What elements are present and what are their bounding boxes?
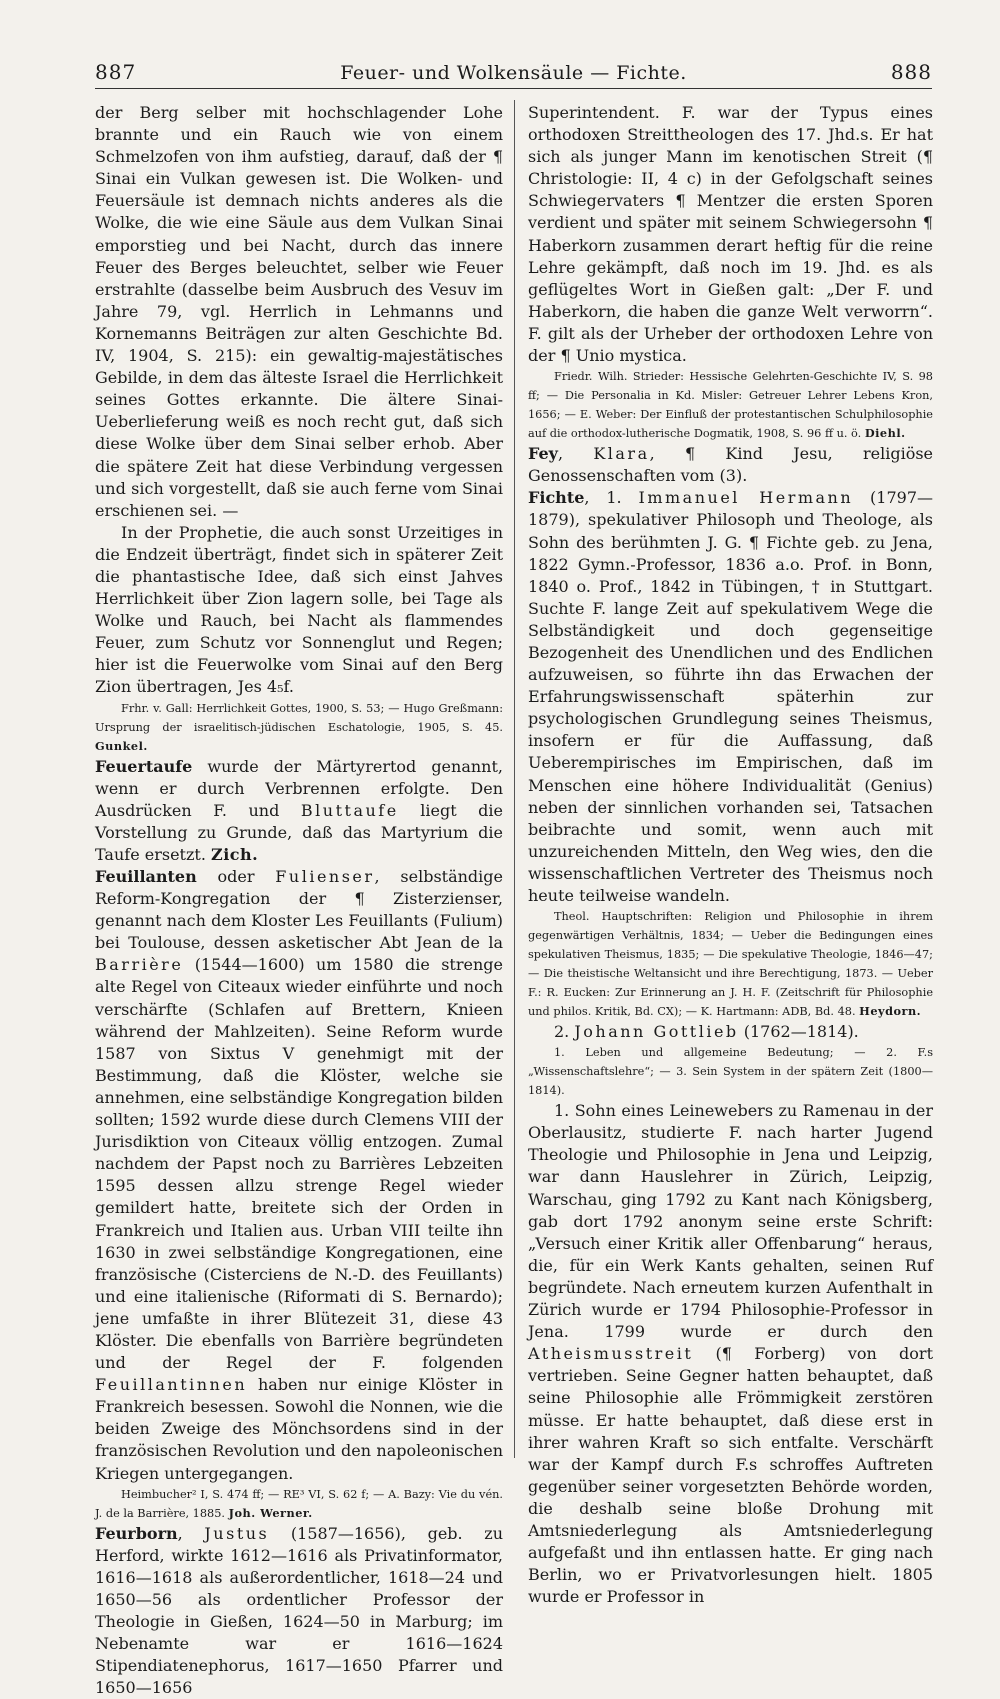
paragraph: Superintendent. F. war der Typus eines orthodoxen Streittheologen des 17. Jhd.s. Er hat sich als junger Mann im kenotischen Streit (¶ Christologie: II, 4 c) in der Gefolgschaft seines Schwiegervaters ¶ Mentzer die ersten Sporen verdient und später mit seinem Schwiegersohn ¶ Haberkorn zusammen derart heftig für die reine Lehre gekämpft, daß noch im 19. Jhd. es als geflügeltes Wort in Gießen galt: „Der F. und Haberkorn, die haben die ganze Welt verworrn“. F. gilt als der Urheber der orthodoxen Lehre von der ¶ Unio mystica. — [528, 103, 933, 366]
author-signature: Zich. — [211, 844, 259, 864]
headword: Feuillanten — [95, 867, 197, 886]
headword: Fichte — [528, 488, 585, 508]
left-column — [95, 102, 504, 1698]
bibliography: Frhr. v. Gall: Herrlichkeit Gottes, 1900, S. 53; — Hugo Greßmann: Ursprung der israelitisch-jüdischen Eschatologie, 1905, S. 45. Gunkel. — [95, 701, 503, 753]
entry-fey: Fey, Klara, ¶ Kind Jesu, religiöse Genossenschaften vom (3). — [528, 444, 934, 486]
paragraph: 1. Sohn eines Leinewebers zu Ramenau in der Oberlausitz, studierte F. nach harter Jugend Theologie und Philosophie in Jena und Leipzig, war dann Hauslehrer in Zürich, Leipzig, Warschau, ging 1792 zu Kant nach Königsberg, gab dort 1792 anonym seine erste Schrift: „Versuch einer Kritik aller Offenbarung“ heraus, die, für ein Werk Kants gehalten, seinen Ruf begründete. Nach erneutem kurzen Aufenthalt in Zürich wurde er 1794 Philosophie-Professor in Jena. 1799 wurde er durch den Atheismusstreit (¶ Forberg) von dort vertrieben. Seine Gegner hatten behauptet, daß seine Philosophie alle Frömmigkeit zerstören müsse. Er hatte behauptet, daß diese erst in ihrer wahren Kraft so sich entfalte. Verschärft war der Kampf durch F.s schroffes Auftreten gegenüber seiner vorgesetzten Behörde worden, die deshalb seine bloße Drohung mit Amtsniederlegung als Amtsniederlegung aufgefaßt und ihn entlassen hatte. Er ging nach Berlin, wo er Privatvorlesungen hielt. 1805 wurde er Professor in — [528, 1101, 933, 1607]
paragraph: In der Prophetie, die auch sonst Urzeitiges in die Endzeit überträgt, findet sich in späterer Zeit die phantastische Idee, daß sich einst Jahves Herrlichkeit über Zion lagern solle, bei Tage als Wolke und Rauch, bei Nacht als flammendes Feuer, zum Schutz vor Sonnenglut und Regen; hier ist die Feuerwolke vom Sinai auf den Berg Zion übertragen, Jes 4₅f. — [95, 522, 503, 697]
entry-fichte-johann: 2. Johann Gottlieb (1762—1814). — [554, 1022, 859, 1042]
headword: Fey — [528, 444, 558, 464]
column-divider — [514, 100, 515, 1458]
right-page-number: 888 — [890, 60, 932, 84]
entry-fichte-immanuel: Fichte, 1. Immanuel Hermann (1797—1879), spekulativer Philosoph und Theologe, als Sohn des berühmten J. G. ¶ Fichte geb. zu Jena, 1822 Gymn.-Professor, 1836 a.o. Prof. in Bonn, 1840 o. Prof., 1842 in Tübingen, † in Stuttgart. Suchte F. lange Zeit auf spekulativem Wege die Selbständigkeit und doch gegenseitige Bezogenheit des Unendlichen und des Endlichen aufzuweisen, so führte ihn das Erwachen der Erfahrungswissenschaft späterhin zur psychologischen Grundlegung seines Theismus, insofern er für die Auffassung, daß Ueberempirisches im Empirischen, daß im Menschen eine höhere Individualität (Genius) neben der sinnlichen vorhanden sei, Tatsachen beibrachte und somit, wenn auch mit unzureichenden Mitteln, den Weg wies, den die wissenschaftlichen Vertreter des Theismus noch heute teilweise wandeln. — [528, 488, 934, 905]
section-outline: 1. Leben und allgemeine Bedeutung; — 2. F.s „Wissenschaftslehre“; — 3. Sein System in der spätern Zeit (1800—1814). — [528, 1046, 933, 1098]
running-title: Feuer- und Wolkensäule — Fichte. — [340, 62, 687, 84]
author-signature: Joh. Werner. — [228, 1505, 313, 1520]
bibliography: Heimbucher² I, S. 474 ff; — RE³ VI, S. 62 f; — A. Bazy: Vie du vén. J. de la Barrière, 1885. Joh. Werner. — [95, 1487, 503, 1520]
entry-feurborn: Feurborn, Justus (1587—1656), geb. zu Herford, wirkte 1612—1616 als Privatinformator, 1616—1618 als außerordentlicher, 1618—24 und 1650—56 als ordentlicher Professor der Theologie in Gießen, 1624—50 in Marburg; im Nebenamte war er 1616—1624 Stipendiatenephorus, 1617—1650 Pfarrer und 1650—1656 — [95, 1523, 503, 1698]
bibliography: Friedr. Wilh. Strieder: Hessische Gelehrten-Geschichte IV, S. 98 ff; — Die Personalia in Kd. Misler: Getreuer Lehrer Lebens Kron, 1656; — E. Weber: Der Einfluß der protestantischen Schulphilosophie auf die orthodox-lutherische Dogmatik, 1908, S. 96 ff u. ö. Diehl. — [528, 370, 933, 441]
right-column — [528, 102, 934, 1607]
left-page-number: 887 — [95, 60, 137, 84]
entry-feuillanten: Feuillanten oder Fulienser, selbständige Reform-Kongregation der ¶ Zisterzienser, genannt nach dem Kloster Les Feuillants (Fulium) bei Toulouse, dessen asketischer Abt Jean de la Barrière (1544—1600) um 1580 die strenge alte Regel von Citeaux wieder einführte und noch verschärfte (Schlafen auf Brettern, Knieen während der Mahlzeiten). Seine Reform wurde 1587 von Sixtus V genehmigt mit der Bestimmung, daß die Klöster, welche sie annehmen, eine selbständige Kongregation bilden sollten; 1592 wurde diese durch Clemens VIII der Jurisdiktion von Citeaux völlig entzogen. Zumal nachdem der Papst noch zu Barrières Lebzeiten 1595 dessen allzu strenge Regel wieder gemildert hatte, breitete sich der Orden in Frankreich und Italien aus. Urban VIII teilte ihn 1630 in zwei selbständige Kongregationen, eine französische (Cisterciens de N.-D. des Feuillants) und eine italienische (Riformati di S. Bernardo); jene umfaßte in ihrer Blütezeit 31, diese 43 Klöster. Die ebenfalls von Barrière begründeten und der Regel der F. folgenden Feuillantinnen haben nur einige Klöster in Frankreich besessen. Sowohl die Nonnen, wie die beiden Zweige des Mönchsordens sind in der französischen Revolution und den napoleonischen Kriegen untergegangen. — [95, 867, 504, 1483]
author-signature: Heydorn. — [859, 1004, 922, 1019]
headword: Feuertaufe — [95, 756, 193, 776]
author-signature: Diehl. — [864, 426, 906, 441]
bibliography: Theol. Hauptschriften: Religion und Philosophie in ihrem gegenwärtigen Verhältnis, 1834; — Ueber die Bedingungen eines spekulativen Theismus, 1835; — Die spekulative Theologie, 1846—47; — Die theistische Weltansicht und ihre Berechtigung, 1873. — Ueber F.: R. Eucken: Zur Erinnerung an J. H. F. (Zeitschrift für Philosophie und philos. Kritik, Bd. CX); — K. Hartmann: ADB, Bd. 48. Heydorn. — [528, 910, 933, 1019]
entry-feuertaufe: Feuertaufe wurde der Märtyrertod genannt, wenn er durch Verbrennen erfolgte. Den Ausdrücken F. und Bluttaufe liegt die Vorstellung zu Grunde, daß das Martyrium die Taufe ersetzt. Zich. — [95, 756, 503, 864]
headword: Feurborn — [95, 1523, 178, 1543]
running-header — [95, 58, 932, 89]
paragraph: der Berg selber mit hochschlagender Lohe brannte und ein Rauch wie von einem Schmelzofen von ihm aufstieg, darauf, daß der ¶ Sinai ein Vulkan gewesen ist. Die Wolken- und Feuersäule ist demnach nichts anderes als die Wolke, die wie eine Säule aus dem Vulkan Sinai emporstieg und bei Nacht, durch das innere Feuer des Berges beleuchtet, selber wie Feuer erstrahlte (dasselbe beim Ausbruch des Vesuv im Jahre 79, vgl. Herrlich in Lehmanns und Kornemanns Beiträgen zur alten Geschichte Bd. IV, 1904, S. 215): ein gewaltig-majestätisches Gebilde, in dem das älteste Israel die Herrlichkeit seines Gottes erkannte. Die ältere Sinai-Ueberlieferung weiß es noch recht gut, daß sich diese Wolke über dem Sinai selber erhob. Aber die spätere Zeit hat diese Verbindung vergessen und sich vorgestellt, daß sie auch ferne vom Sinai erschienen sei. — — [95, 103, 503, 520]
author-signature: Gunkel. — [95, 738, 148, 753]
